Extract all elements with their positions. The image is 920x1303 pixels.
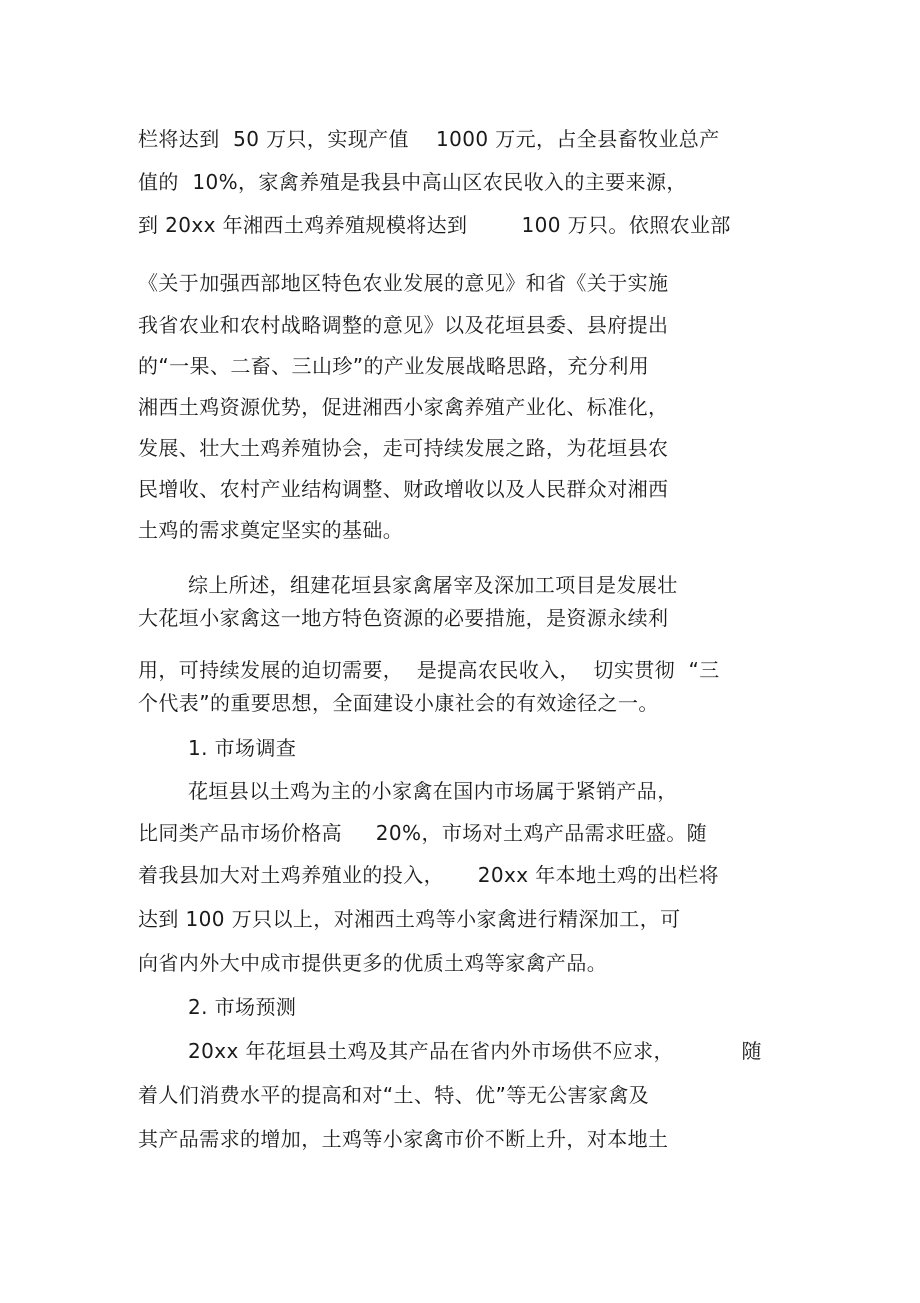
text-line: 着人们消费水平的提高和对“土、特、优”等无公害家禽及 (138, 1083, 650, 1107)
text-line: 民增收、农村产业结构调整、财政增收以及人民群众对湘西 (138, 477, 669, 501)
text-line: 发展、壮大土鸡养殖协会，走可持续发展之路，为花垣县农 (138, 436, 669, 460)
section-heading: 1. 市场调查 (188, 736, 297, 760)
paragraph-first-line: 花垣县以土鸡为主的小家禽在国内市场属于紧销产品， (188, 779, 678, 803)
text-line: 其产品需求的增加，土鸡等小家禽市价不断上升，对本地土 (138, 1127, 669, 1151)
text-line: 到 20xx 年湘西土鸡养殖规模将达到 100 万只。依照农业部 (138, 213, 731, 237)
text-line: 的“一果、二畜、三山珍”的产业发展战略思路，充分利用 (138, 354, 650, 378)
text-line: 达到 100 万只以上，对湘西土鸡等小家禽进行精深加工，可 (138, 907, 681, 931)
text-line: 《关于加强西部地区特色农业发展的意见》和省《关于实施 (138, 271, 669, 295)
text-line: 土鸡的需求奠定坚实的基础。 (138, 518, 404, 542)
text-line: 比同类产品市场价格高 20%，市场对土鸡产品需求旺盛。随 (138, 821, 708, 845)
text-line: 着我县加大对土鸡养殖业的投入， 20xx 年本地土鸡的出栏将 (138, 863, 719, 887)
text-line: 湘西土鸡资源优势，促进湘西小家禽养殖产业化、标准化， (138, 395, 669, 419)
text-line: 大花垣小家禽这一地方特色资源的必要措施，是资源永续利 (138, 606, 669, 630)
text-line: 用，可持续发展的迫切需要， 是提高农民收入， 切实贯彻 “三 (138, 658, 720, 682)
paragraph-first-line: 20xx 年花垣县土鸡及其产品在省内外市场供不应求， 随 (188, 1039, 762, 1063)
text-line: 值的 10%，家禽养殖是我县中高山区农民收入的主要来源， (138, 170, 687, 194)
text-line: 栏将达到 50 万只，实现产值 1000 万元，占全县畜牧业总产 (138, 127, 720, 151)
text-line: 个代表”的重要思想，全面建设小康社会的有效途径之一。 (138, 691, 659, 715)
text-line: 向省内外大中成市提供更多的优质土鸡等家禽产品。 (138, 951, 608, 975)
paragraph-first-line: 综上所述，组建花垣县家禽屠宰及深加工项目是发展壮 (188, 573, 678, 597)
text-line: 我省农业和农村战略调整的意见》以及花垣县委、县府提出 (138, 313, 669, 337)
section-heading: 2. 市场预测 (188, 995, 297, 1019)
